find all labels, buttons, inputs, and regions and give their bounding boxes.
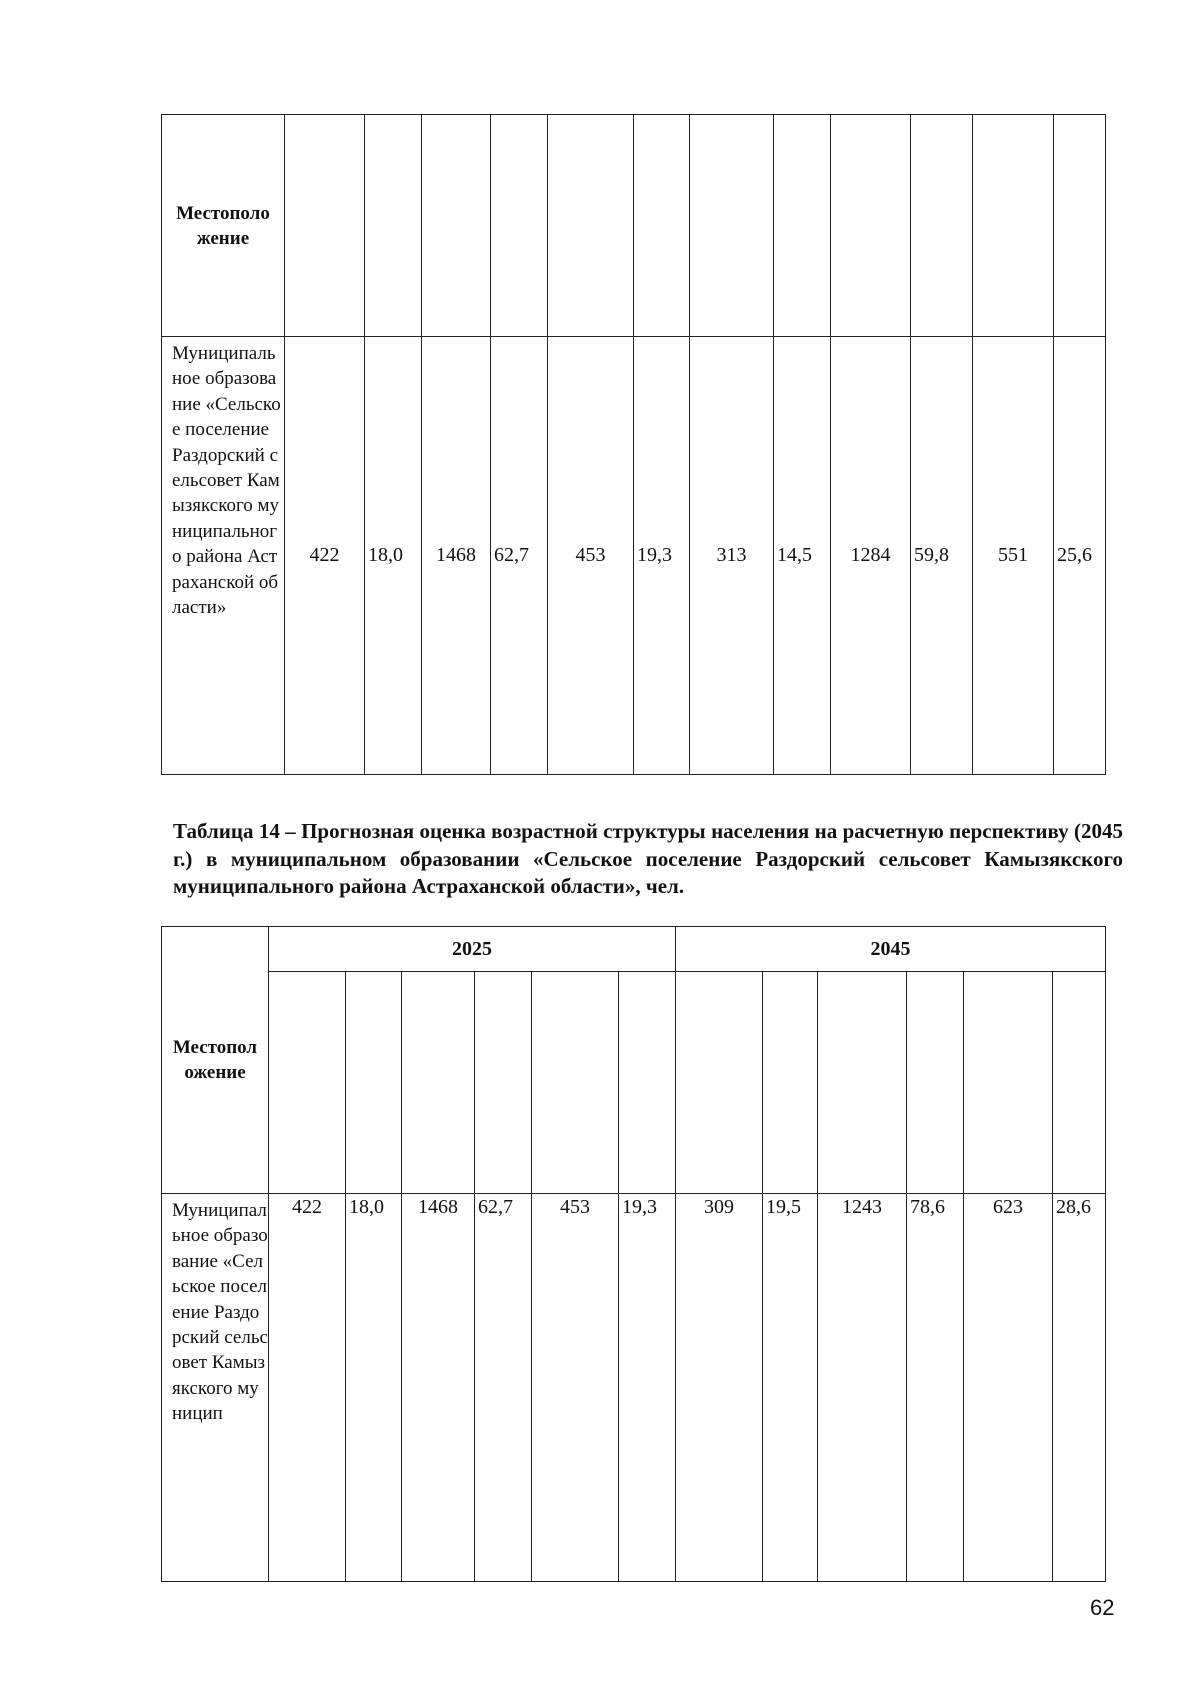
location-header: Местоположение xyxy=(162,927,269,1194)
table-cell: 19,5 xyxy=(763,1194,818,1582)
table-cell: 453 xyxy=(548,337,634,775)
column-header xyxy=(964,972,1053,1194)
column-header xyxy=(763,972,818,1194)
column-header xyxy=(690,115,774,337)
table-cell: 422 xyxy=(269,1194,346,1582)
table-cell: 1468 xyxy=(422,337,491,775)
page-number: 62 xyxy=(1090,1595,1115,1620)
table-cell: 25,6 xyxy=(1054,337,1106,775)
table-cell: 309 xyxy=(676,1194,763,1582)
column-header xyxy=(491,115,548,337)
column-header xyxy=(973,115,1054,337)
table-cell: 78,6 xyxy=(907,1194,964,1582)
column-header xyxy=(475,972,532,1194)
column-header xyxy=(285,115,365,337)
table-cell: 14,5 xyxy=(774,337,831,775)
table-cell: 623 xyxy=(964,1194,1053,1582)
year-header-2025: 2025 xyxy=(269,927,676,972)
table-cell: 19,3 xyxy=(634,337,690,775)
column-header xyxy=(269,972,346,1194)
column-header xyxy=(774,115,831,337)
column-header xyxy=(676,972,763,1194)
table-cell: 18,0 xyxy=(365,337,422,775)
table-cell: 18,0 xyxy=(346,1194,402,1582)
location-header: Местоположение xyxy=(162,115,285,337)
column-header xyxy=(1054,115,1106,337)
table-cell: 453 xyxy=(532,1194,619,1582)
table-cell: 422 xyxy=(285,337,365,775)
year-header-2045: 2045 xyxy=(676,927,1106,972)
column-header xyxy=(911,115,973,337)
column-header xyxy=(818,972,907,1194)
table-cell: 1243 xyxy=(818,1194,907,1582)
column-header xyxy=(422,115,491,337)
column-header xyxy=(1053,972,1106,1194)
table-cell: 62,7 xyxy=(475,1194,532,1582)
column-header xyxy=(907,972,964,1194)
column-header xyxy=(532,972,619,1194)
column-header xyxy=(548,115,634,337)
column-header xyxy=(831,115,911,337)
table-cell: 59,8 xyxy=(911,337,973,775)
table-cell: 551 xyxy=(973,337,1054,775)
age-structure-table-current xyxy=(161,114,1106,775)
column-header xyxy=(346,972,402,1194)
table-cell: 28,6 xyxy=(1053,1194,1106,1582)
table-caption: Таблица 14 – Прогнозная оценка возрастной структуры населения на расчетную перспективу (2045 г.) в муниципальном образовании «Сельское поселение Раздорский сельсовет Камызякского муниципального района Астраханской области», чел. xyxy=(173,819,1123,898)
column-header xyxy=(619,972,676,1194)
column-header xyxy=(634,115,690,337)
column-header xyxy=(365,115,422,337)
table-cell: 313 xyxy=(690,337,774,775)
age-structure-forecast-table xyxy=(161,926,1106,1582)
row-location: Муниципальное образование «Сельское поселение Раздорский сельсовет Камызякского муницип xyxy=(162,1194,269,1582)
table-cell: 1468 xyxy=(402,1194,475,1582)
table-cell: 19,3 xyxy=(619,1194,676,1582)
table-cell: 1284 xyxy=(831,337,911,775)
row-location: Муниципальное образование «Сельское поселение Раздорский сельсовет Камызякского муниципального района Астраханской области» xyxy=(162,337,285,775)
column-header xyxy=(402,972,475,1194)
table-cell: 62,7 xyxy=(491,337,548,775)
